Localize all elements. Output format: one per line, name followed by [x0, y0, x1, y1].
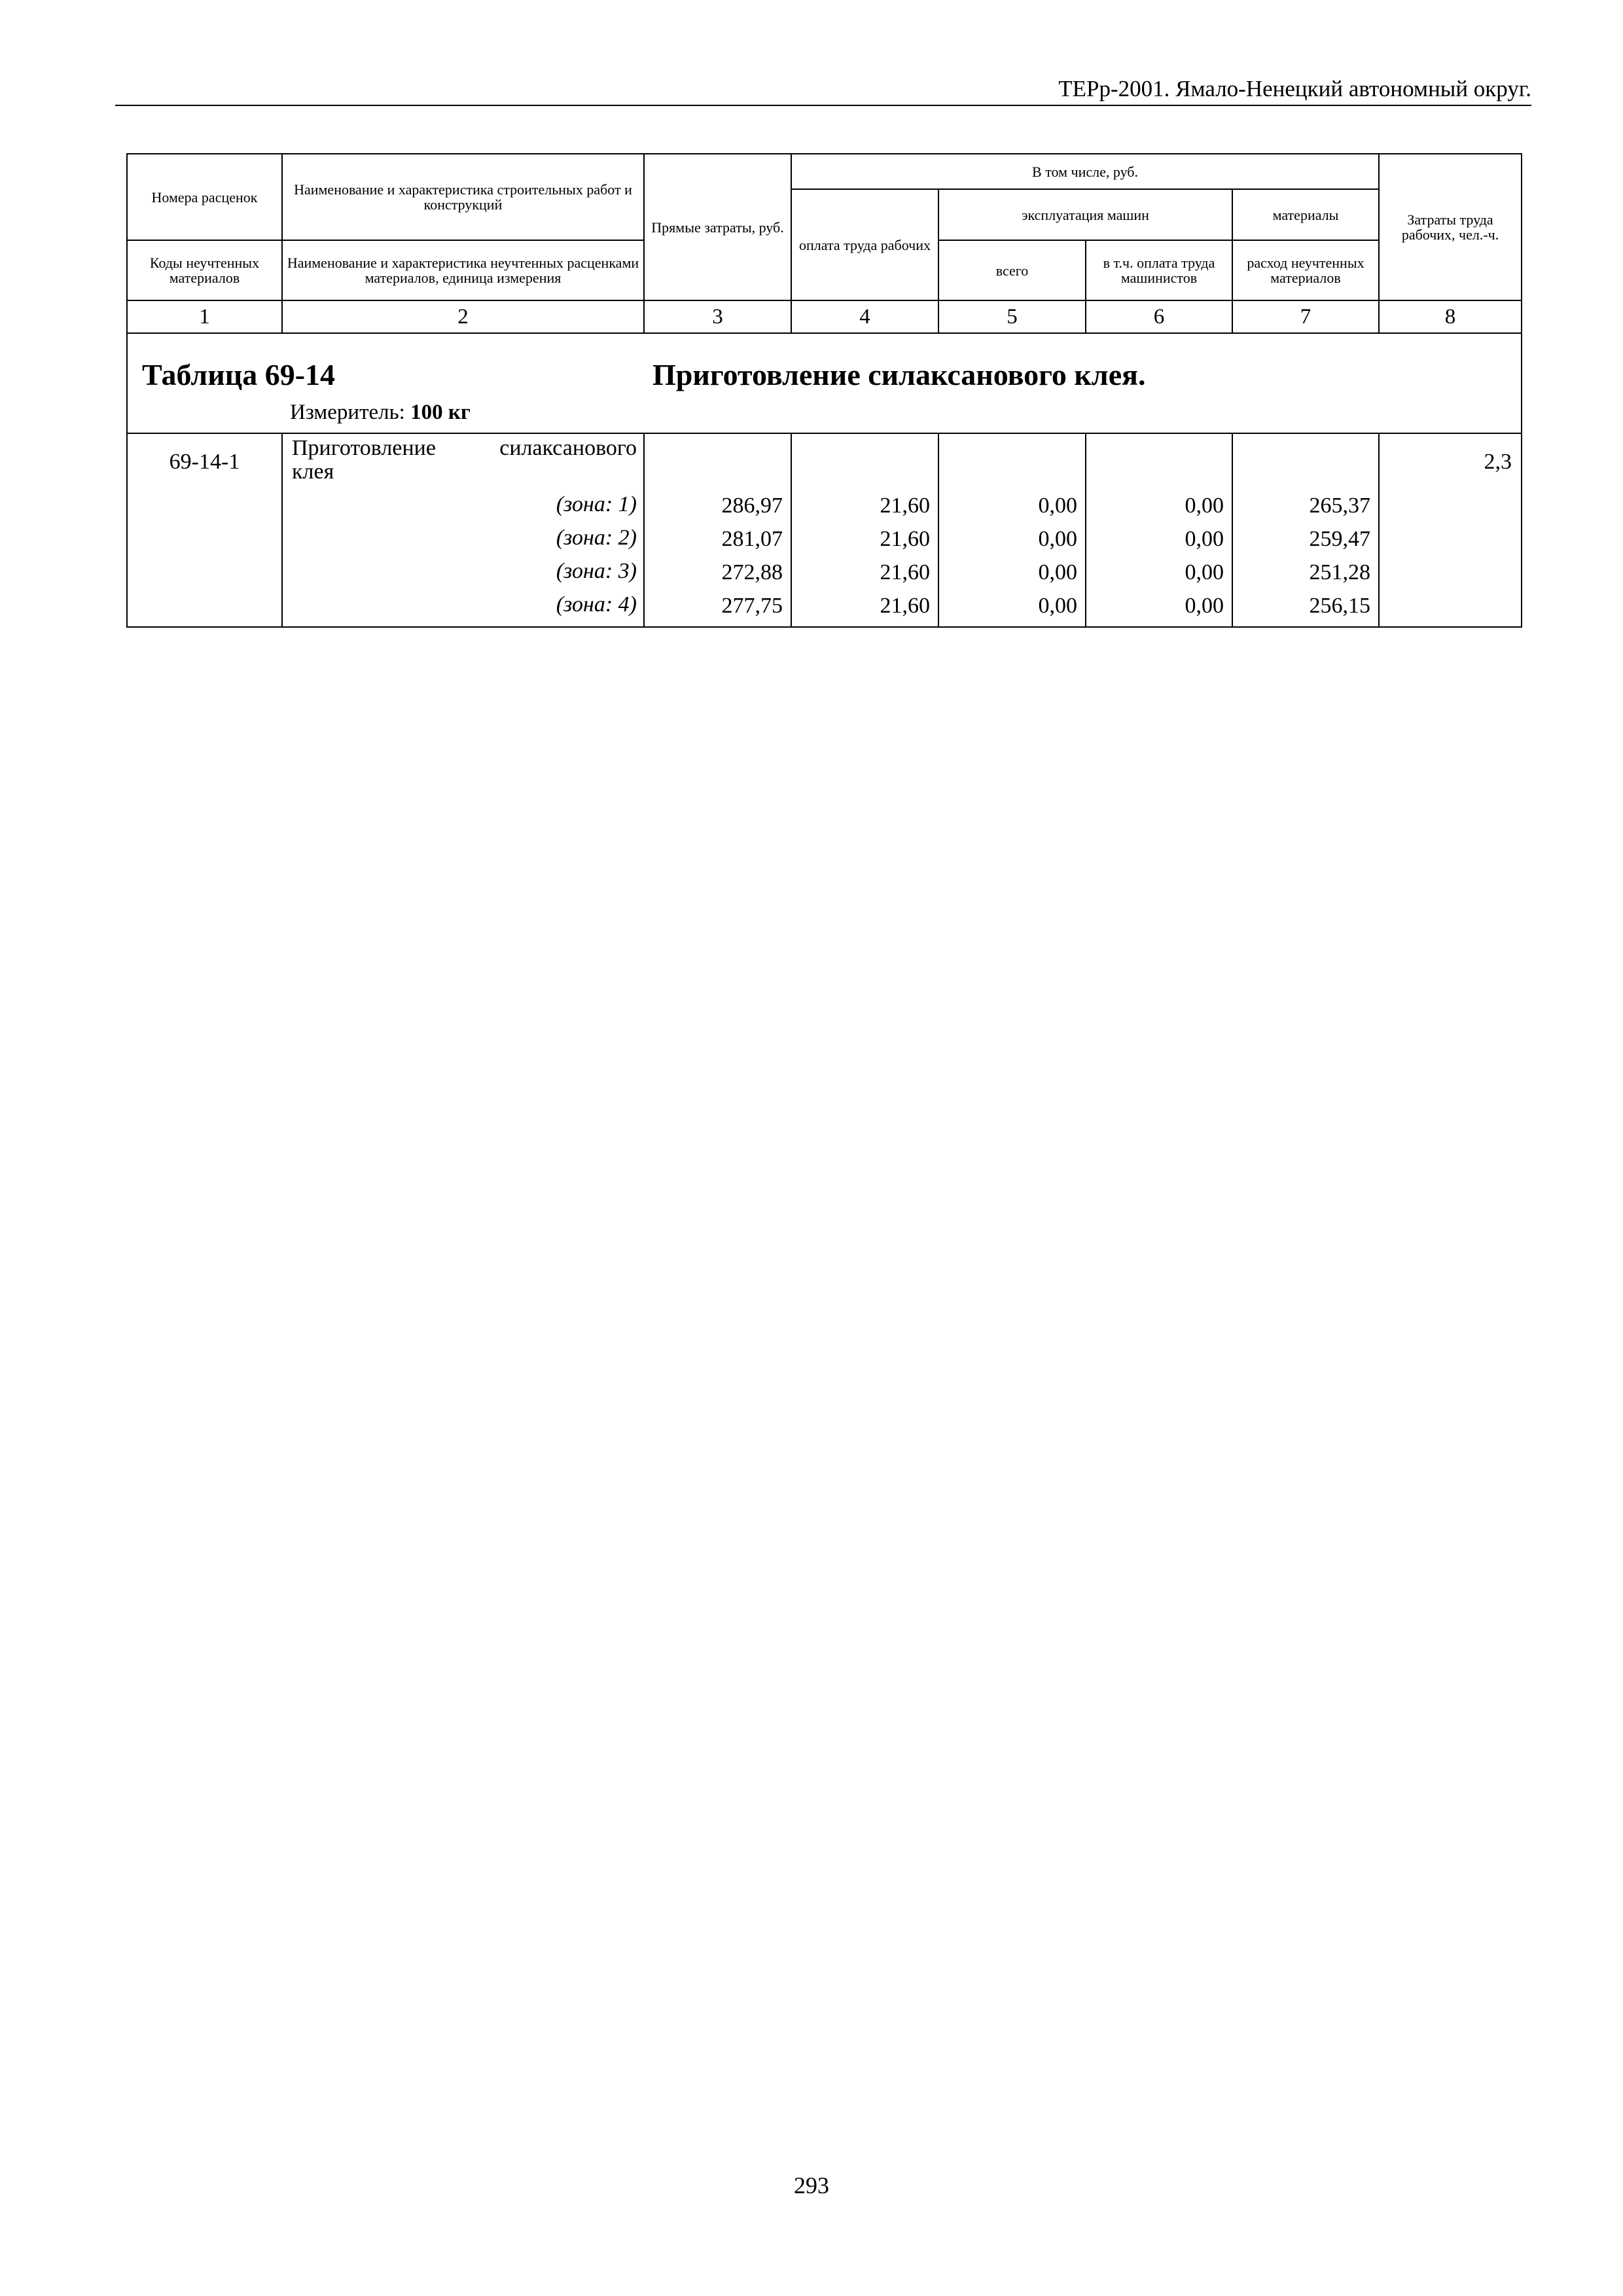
- zone-machinist-wages: 0,00: [1185, 527, 1224, 551]
- zone-direct-cost: 277,75: [721, 594, 783, 618]
- zone-machinist-wages: 0,00: [1185, 493, 1224, 518]
- zone-direct-cost: 286,97: [721, 493, 783, 518]
- zone-wages: 21,60: [880, 527, 930, 551]
- labor-cost: 2,3: [1484, 450, 1512, 474]
- col5-header: всего: [938, 240, 1086, 300]
- zone-machines-total: 0,00: [1038, 493, 1077, 518]
- column-number: 8: [1379, 300, 1522, 333]
- zone-materials: 265,37: [1309, 493, 1371, 518]
- zone-wages: 21,60: [880, 560, 930, 584]
- col2-top-header: Наименование и характеристика строительных работ и конструкций: [282, 154, 644, 240]
- zone-machines-total: 0,00: [1038, 560, 1077, 584]
- table-name: Приготовление силаксанового клея.: [652, 358, 1146, 391]
- zone-wages: 21,60: [880, 594, 930, 618]
- col1-top-header: Номера расценок: [127, 154, 282, 240]
- col3-header: Прямые затраты, руб.: [644, 154, 791, 300]
- col2-bottom-header: Наименование и характеристика неучтенных расценками материалов, единица измерения: [282, 240, 644, 300]
- machines-total-cell: [938, 433, 1086, 627]
- column-number: 4: [791, 300, 938, 333]
- zone-label: (зона: 4): [556, 592, 637, 617]
- zone-materials: 256,15: [1309, 594, 1371, 618]
- materials-group-header: материалы: [1232, 189, 1379, 240]
- including-group-header: В том числе, руб.: [791, 154, 1379, 189]
- zone-wages: 21,60: [880, 493, 930, 518]
- direct-costs-cell: [644, 433, 791, 627]
- zone-machinist-wages: 0,00: [1185, 594, 1224, 618]
- rate-code: 69-14-1: [127, 433, 282, 627]
- zone-machines-total: 0,00: [1038, 594, 1077, 618]
- column-numbers-row: [127, 300, 1522, 333]
- zone-label: (зона: 2): [556, 526, 637, 550]
- zone-label: (зона: 3): [556, 559, 637, 583]
- rate-name-part: клея: [292, 459, 334, 484]
- zone-machines-total: 0,00: [1038, 527, 1077, 551]
- unit-label: Измеритель:: [290, 401, 405, 424]
- col4-header: оплата труда рабочих: [791, 189, 938, 300]
- column-number: 6: [1086, 300, 1232, 333]
- unit-line: [290, 401, 471, 425]
- zone-direct-cost: 272,88: [721, 560, 783, 584]
- machines-group-header: эксплуатация машин: [938, 189, 1232, 240]
- header-rule: [115, 105, 1531, 106]
- column-number: 5: [938, 300, 1086, 333]
- column-number: 1: [127, 300, 282, 333]
- wages-cell: [791, 433, 938, 627]
- zone-direct-cost: 281,07: [721, 527, 783, 551]
- unit-value: 100 кг: [410, 401, 471, 424]
- section-title-row: [127, 333, 1522, 433]
- rate-item-row: [127, 433, 1522, 627]
- col7-header: расход неучтенных материалов: [1232, 240, 1379, 300]
- running-header: ТЕРр-2001. Ямало-Ненецкий автономный округ.: [1058, 76, 1531, 101]
- machinist-wages-cell: [1086, 433, 1232, 627]
- rate-name-part: Приготовление: [292, 436, 436, 460]
- labor-cost-cell: [1379, 433, 1522, 627]
- zone-label: (зона: 1): [556, 492, 637, 516]
- page-number: 293: [794, 2172, 829, 2198]
- table-number: Таблица 69-14: [142, 358, 336, 391]
- zone-materials: 259,47: [1309, 527, 1371, 551]
- column-number: 2: [282, 300, 644, 333]
- column-number: 3: [644, 300, 791, 333]
- rates-table: [126, 153, 1522, 628]
- column-number: 7: [1232, 300, 1379, 333]
- col6-header: в т.ч. оплата труда машинистов: [1086, 240, 1232, 300]
- rate-description: [282, 433, 644, 627]
- zone-materials: 251,28: [1309, 560, 1371, 584]
- col1-bottom-header: Коды неучтенных материалов: [127, 240, 282, 300]
- rate-name-part: силаксанового: [499, 436, 637, 460]
- col8-header: Затраты труда рабочих, чел.-ч.: [1379, 154, 1522, 300]
- zone-machinist-wages: 0,00: [1185, 560, 1224, 584]
- materials-cell: [1232, 433, 1379, 627]
